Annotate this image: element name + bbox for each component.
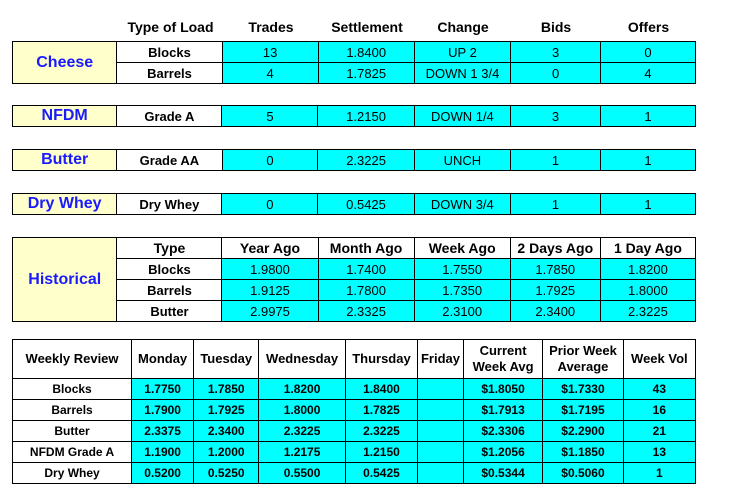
value-cell: 13 bbox=[623, 442, 695, 463]
value-cell: 1.7400 bbox=[318, 259, 414, 280]
settlement-cell: 1.7825 bbox=[318, 63, 414, 84]
column-header: Week Ago bbox=[414, 238, 510, 259]
column-header: Tuesday bbox=[194, 340, 259, 379]
column-header: Month Ago bbox=[318, 238, 414, 259]
offers-cell: 0 bbox=[601, 42, 696, 63]
value-cell: 2.3400 bbox=[510, 301, 600, 322]
value-cell: 1.2000 bbox=[194, 442, 259, 463]
offers-cell: 1 bbox=[601, 150, 696, 171]
value-cell: 1.7850 bbox=[510, 259, 600, 280]
value-cell bbox=[418, 379, 464, 400]
value-cell bbox=[418, 400, 464, 421]
trades-cell: 0 bbox=[222, 194, 318, 215]
value-cell: 1.1900 bbox=[132, 442, 194, 463]
value-cell: $1.2056 bbox=[463, 442, 542, 463]
trades-cell: 4 bbox=[222, 63, 318, 84]
value-cell: 1 bbox=[623, 463, 695, 484]
value-cell: 1.7550 bbox=[414, 259, 510, 280]
table-row bbox=[13, 194, 696, 215]
value-cell: 2.3225 bbox=[600, 301, 695, 322]
weekly-review-table bbox=[12, 339, 696, 484]
value-cell: $1.7195 bbox=[543, 400, 623, 421]
trades-cell: 5 bbox=[222, 106, 318, 127]
column-header: Monday bbox=[132, 340, 194, 379]
value-cell: 2.9975 bbox=[222, 301, 318, 322]
value-cell: $1.1850 bbox=[543, 442, 623, 463]
butter-title: Butter bbox=[13, 150, 117, 171]
settlement-cell: 2.3225 bbox=[318, 150, 414, 171]
nfdm-title: NFDM bbox=[13, 106, 117, 127]
table-row bbox=[13, 442, 696, 463]
row-label: Barrels bbox=[117, 63, 222, 84]
dry-whey-table bbox=[12, 193, 696, 215]
bids-cell: 3 bbox=[511, 106, 601, 127]
row-label: Grade AA bbox=[117, 150, 222, 171]
row-label: Butter bbox=[13, 421, 132, 442]
column-header: Type bbox=[117, 238, 222, 259]
offers-cell: 1 bbox=[601, 106, 696, 127]
value-cell: 0.5500 bbox=[259, 463, 346, 484]
value-cell: 16 bbox=[623, 400, 695, 421]
column-header: Friday bbox=[418, 340, 464, 379]
value-cell: 1.8400 bbox=[345, 379, 417, 400]
column-header: 2 Days Ago bbox=[510, 238, 600, 259]
value-cell: 1.9800 bbox=[222, 259, 318, 280]
value-cell: 1.9125 bbox=[222, 280, 318, 301]
table-row bbox=[13, 463, 696, 484]
value-cell: 0.5425 bbox=[345, 463, 417, 484]
value-cell: 2.3325 bbox=[318, 301, 414, 322]
value-cell: 2.3225 bbox=[259, 421, 346, 442]
value-cell: 1.8200 bbox=[259, 379, 346, 400]
change-cell: UNCH bbox=[414, 150, 510, 171]
value-cell: $2.3306 bbox=[463, 421, 542, 442]
value-cell: $1.8050 bbox=[463, 379, 542, 400]
table-row bbox=[13, 379, 696, 400]
value-cell: 1.2175 bbox=[259, 442, 346, 463]
cheese-table bbox=[12, 41, 696, 84]
nfdm-table bbox=[12, 105, 696, 127]
header-settlement: Settlement bbox=[331, 19, 403, 35]
value-cell: $1.7913 bbox=[463, 400, 542, 421]
column-header: Thursday bbox=[345, 340, 417, 379]
column-header: Wednesday bbox=[259, 340, 346, 379]
value-cell: 1.7825 bbox=[345, 400, 417, 421]
value-cell: 21 bbox=[623, 421, 695, 442]
value-cell: $1.7330 bbox=[543, 379, 623, 400]
header-offers: Offers bbox=[627, 19, 670, 35]
column-header: Weekly Review bbox=[13, 340, 132, 379]
value-cell: 1.7800 bbox=[318, 280, 414, 301]
value-cell: 2.3100 bbox=[414, 301, 510, 322]
value-cell: 1.8000 bbox=[259, 400, 346, 421]
trades-cell: 13 bbox=[222, 42, 318, 63]
value-cell: $0.5344 bbox=[463, 463, 542, 484]
value-cell bbox=[418, 421, 464, 442]
value-cell: 1.7925 bbox=[510, 280, 600, 301]
table-header-row bbox=[13, 238, 696, 259]
value-cell: 1.8200 bbox=[600, 259, 695, 280]
bids-cell: 1 bbox=[511, 194, 601, 215]
column-header: 1 Day Ago bbox=[600, 238, 695, 259]
cheese-title: Cheese bbox=[13, 42, 117, 84]
historical-title: Historical bbox=[13, 238, 117, 322]
value-cell bbox=[418, 463, 464, 484]
historical-table bbox=[12, 237, 696, 322]
offers-cell: 1 bbox=[601, 194, 696, 215]
header-trades: Trades bbox=[248, 19, 294, 35]
value-cell: $2.2900 bbox=[543, 421, 623, 442]
header-type-of-load: Type of Load bbox=[127, 19, 214, 35]
column-header: Prior Week Average bbox=[543, 340, 623, 379]
value-cell: 1.7900 bbox=[132, 400, 194, 421]
offers-cell: 4 bbox=[601, 63, 696, 84]
change-cell: DOWN 1/4 bbox=[414, 106, 510, 127]
value-cell bbox=[418, 442, 464, 463]
bids-cell: 3 bbox=[511, 42, 601, 63]
bids-cell: 1 bbox=[511, 150, 601, 171]
column-header: Week Vol bbox=[623, 340, 695, 379]
change-cell: DOWN 3/4 bbox=[414, 194, 510, 215]
settlement-cell: 0.5425 bbox=[318, 194, 414, 215]
header-change: Change bbox=[437, 19, 489, 35]
value-cell: 1.2150 bbox=[345, 442, 417, 463]
value-cell: 1.7925 bbox=[194, 400, 259, 421]
value-cell: 1.7750 bbox=[132, 379, 194, 400]
change-cell: UP 2 bbox=[414, 42, 510, 63]
table-header-row bbox=[13, 340, 696, 379]
settlement-cell: 1.8400 bbox=[318, 42, 414, 63]
settlement-cell: 1.2150 bbox=[318, 106, 414, 127]
value-cell: $0.5060 bbox=[543, 463, 623, 484]
trades-cell: 0 bbox=[222, 150, 318, 171]
row-label: Butter bbox=[117, 301, 222, 322]
change-cell: DOWN 1 3/4 bbox=[414, 63, 510, 84]
row-label: Barrels bbox=[117, 280, 222, 301]
row-label: Dry Whey bbox=[117, 194, 222, 215]
market-header-row bbox=[118, 16, 696, 38]
row-label: Grade A bbox=[117, 106, 222, 127]
row-label: Barrels bbox=[13, 400, 132, 421]
value-cell: 1.8000 bbox=[600, 280, 695, 301]
value-cell: 43 bbox=[623, 379, 695, 400]
value-cell: 1.7350 bbox=[414, 280, 510, 301]
table-row bbox=[13, 42, 696, 63]
header-bids: Bids bbox=[540, 19, 572, 35]
bids-cell: 0 bbox=[511, 63, 601, 84]
table-row bbox=[13, 106, 696, 127]
value-cell: 2.3375 bbox=[132, 421, 194, 442]
value-cell: 1.7850 bbox=[194, 379, 259, 400]
row-label: Blocks bbox=[117, 259, 222, 280]
row-label: Dry Whey bbox=[13, 463, 132, 484]
butter-table bbox=[12, 149, 696, 171]
value-cell: 0.5200 bbox=[132, 463, 194, 484]
row-label: Blocks bbox=[13, 379, 132, 400]
value-cell: 0.5250 bbox=[194, 463, 259, 484]
row-label: Blocks bbox=[117, 42, 222, 63]
table-row bbox=[13, 421, 696, 442]
dry-whey-title: Dry Whey bbox=[13, 194, 117, 215]
column-header: Current Week Avg bbox=[463, 340, 542, 379]
table-row bbox=[13, 150, 696, 171]
table-row bbox=[13, 400, 696, 421]
value-cell: 2.3225 bbox=[345, 421, 417, 442]
row-label: NFDM Grade A bbox=[13, 442, 132, 463]
column-header: Year Ago bbox=[222, 238, 318, 259]
value-cell: 2.3400 bbox=[194, 421, 259, 442]
